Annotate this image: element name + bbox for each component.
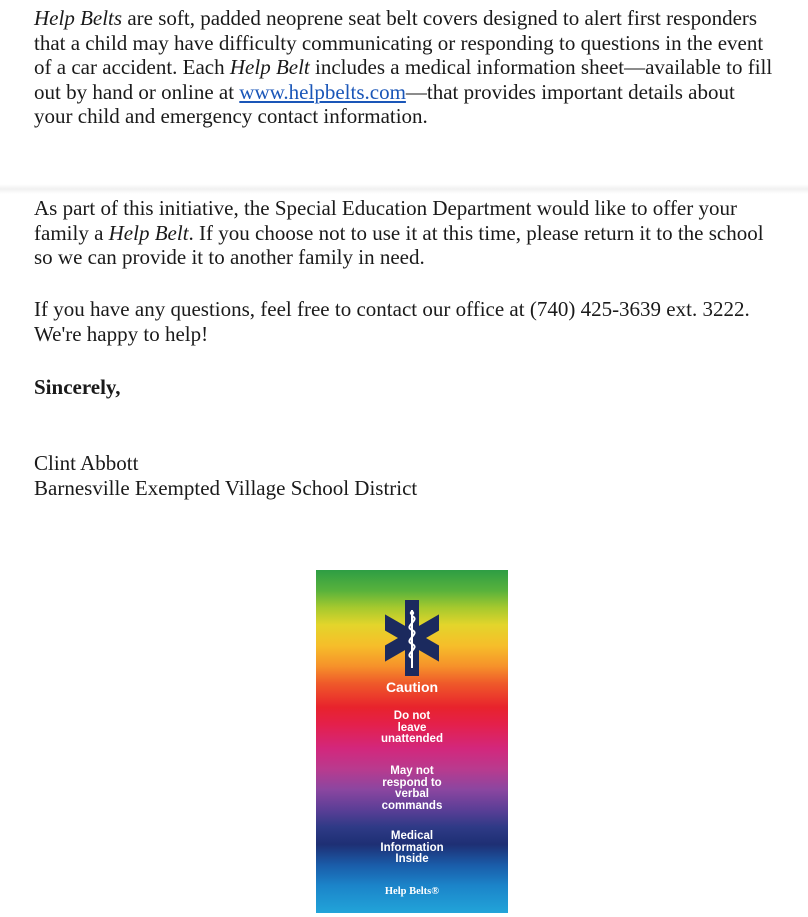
- warning-line: leave: [397, 721, 427, 734]
- warning-line: Medical: [390, 830, 434, 842]
- paragraph-text: As part of this initiative, the Special Education Department would like to offer your family a: [34, 196, 737, 245]
- star-of-life-icon: [385, 600, 439, 676]
- warning-line: unattended: [381, 733, 443, 745]
- paragraph-text: are soft, padded neoprene seat belt covers designed to alert first responders that a child may have difficulty communicating or responding to questions in the event of a car accident. Each: [34, 6, 764, 79]
- help-belt-image: [316, 570, 508, 913]
- warning-unattended: [316, 711, 508, 746]
- medical-info-label: [316, 831, 508, 866]
- warning-line: respond to: [382, 776, 442, 789]
- warning-line: Information: [380, 841, 444, 854]
- closing-salutation: Sincerely,: [34, 375, 121, 399]
- help-belt-term: Help Belt: [108, 220, 189, 245]
- warning-line: commands: [381, 799, 443, 812]
- brand-label: Help Belts®: [384, 886, 440, 897]
- paragraph-text: includes a medical information sheet—available to fill out by hand or online at: [34, 55, 773, 104]
- signer-name: Clint Abbott: [34, 451, 139, 475]
- warning-line: verbal: [395, 788, 429, 800]
- signer-organization: Barnesville Exempted Village School District: [34, 475, 418, 500]
- paragraph-intro: [34, 6, 774, 129]
- signature-block: [34, 451, 417, 500]
- help-belts-term: Help Belts: [34, 6, 123, 30]
- warning-line: Inside: [395, 853, 429, 865]
- help-belt-term: Help Belt: [229, 55, 310, 79]
- paragraph-offer: [34, 196, 774, 270]
- warning-line: May not: [390, 765, 434, 777]
- paragraph-text: —that provides important details about your child and emergency contact information.: [34, 79, 735, 128]
- paragraph-text: . If you choose not to use it at this time, please return it to the school so we can provide it to another family in need.: [34, 220, 764, 269]
- helpbelts-link[interactable]: www.helpbelts.com: [239, 79, 406, 104]
- warning-verbal: [316, 766, 508, 812]
- caution-label: Caution: [385, 679, 439, 695]
- warning-line: Do not: [393, 710, 431, 722]
- paragraph-contact: If you have any questions, feel free to contact our office at (740) 425-3639 ext. 3222. We're happy to help!: [34, 297, 750, 346]
- page-divider: [0, 184, 808, 194]
